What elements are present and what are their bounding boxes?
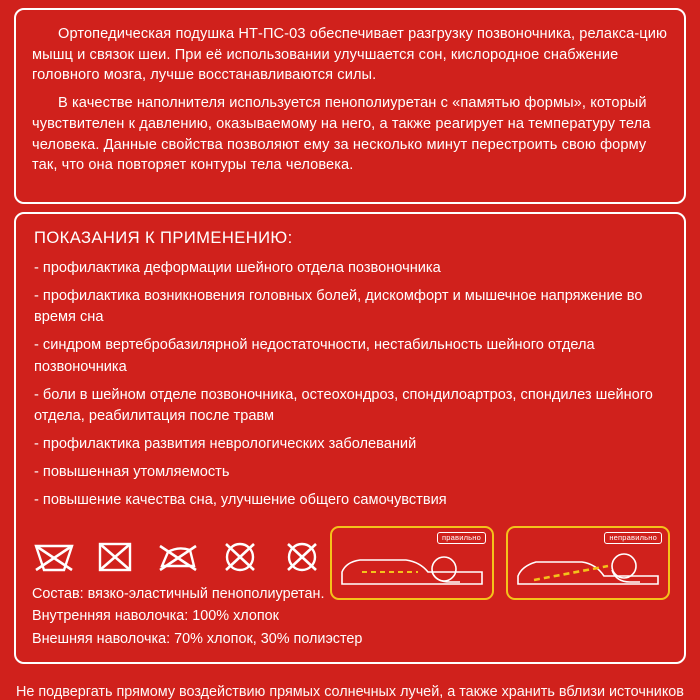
indication-item: - синдром вертебробазилярной недостаточности, нестабильность шейного отдела позвоночника [34,337,599,375]
no-tumble-drying-icon [280,534,324,576]
no-dry-cleaning-icon [218,534,262,576]
no-washing-icon [32,534,76,576]
composition-line: Внутренняя наволочка: 100% хлопок [32,608,279,625]
no-ironing-icon [156,534,200,576]
composition-block [32,583,672,650]
indication-item: - повышение качества сна, улучшение общего самочувствия [34,492,447,509]
storage-warning-text: Не подвергать прямому воздействию прямых солнечных лучей, а также хранить вблизи источников [16,684,684,700]
care-symbols-row [32,534,376,576]
incorrect-label: неправильно [604,532,662,544]
intro-paragraph-1: Ортопедическая подушка НТ-ПС-03 обеспечивает разгрузку позвоночника, релакса-цию мышц и связок шеи. При её использовании улучшается сон, кислородное снабжение головного мозга, лучше восстанавливаются силы. [32,26,672,84]
composition-line: Внешняя наволочка: 70% хлопок, 30% полиэстер [32,630,363,647]
indications-box [14,212,686,664]
no-bleaching-icon [94,534,138,576]
indication-item: - профилактика возникновения головных болей, дискомфорт и мышечное напряжение во время сна [34,288,647,326]
indications-title: ПОКАЗАНИЯ К ПРИМЕНЕНИЮ: [34,228,293,247]
composition-line: Состав: вязко-эластичный пенополиуретан. [32,586,325,603]
indication-item: - боли в шейном отделе позвоночника, остеохондроз, спондилоартроз, спондилез шейного отдела, реабилитация после травм [34,386,657,424]
intro-paragraph-2: В качестве наполнителя используется пенополиуретан с «памятью формы», который чувствителен к давлению, оказываемому на него, а также реагирует на температуру тела человека. Данные свойства позволяют ему за несколько минут перестроить свою форму так, что она повторяет контуры тела человека. [32,95,655,174]
indication-item: - повышенная утомляемость [34,464,230,481]
indication-item: - профилактика развития неврологических заболеваний [34,436,417,453]
intro-box [14,8,686,204]
correct-label: правильно [437,532,486,544]
indication-item: - профилактика деформации шейного отдела позвоночника [34,260,441,276]
